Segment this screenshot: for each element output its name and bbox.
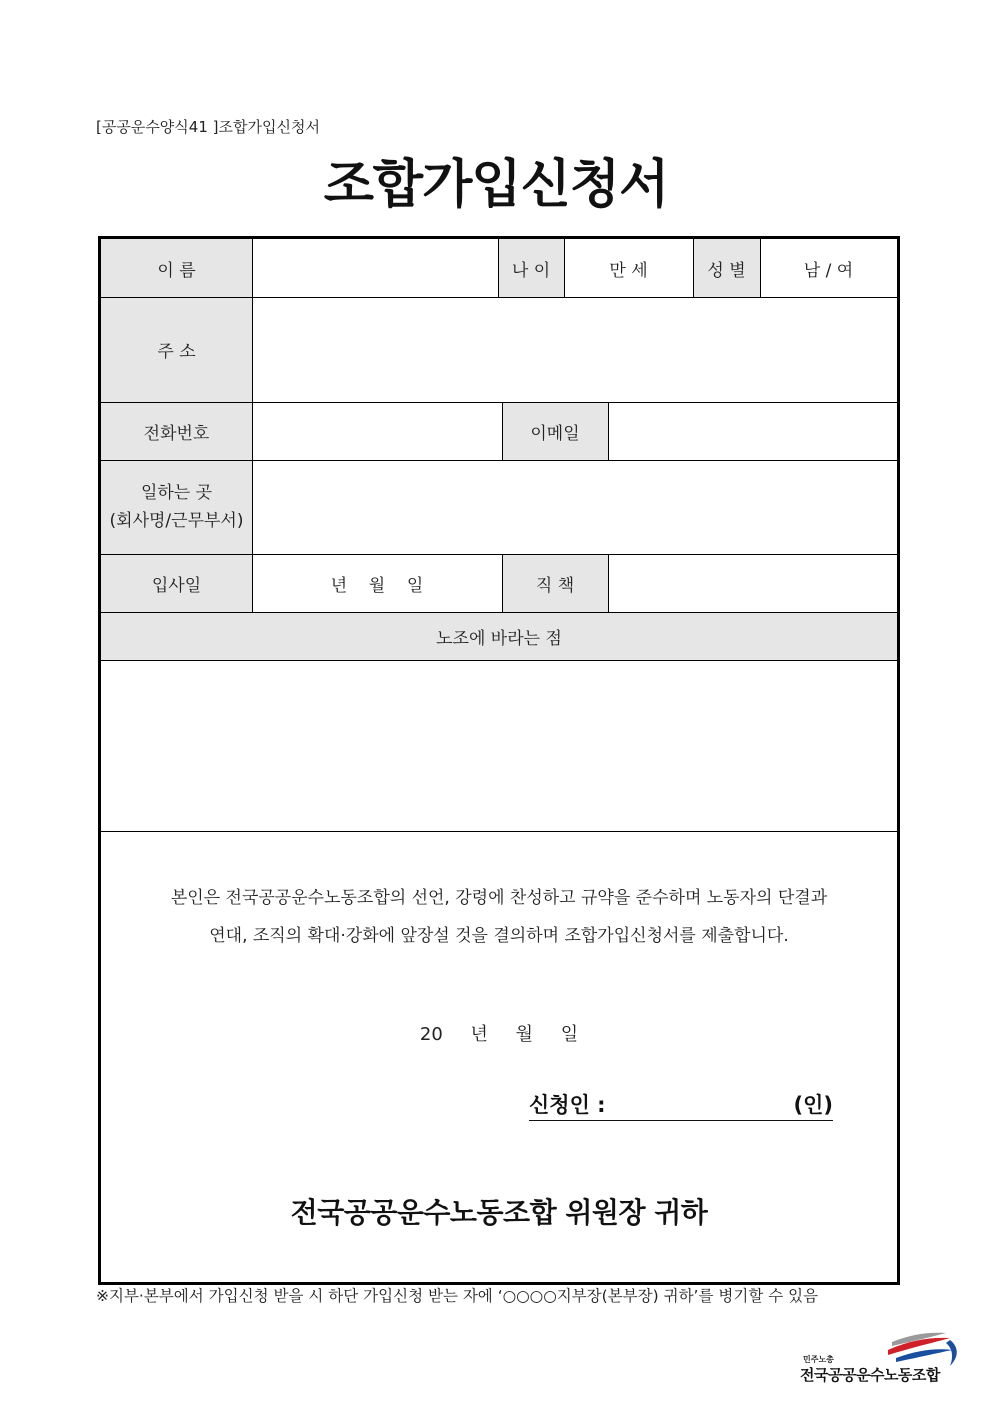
grid-line — [502, 402, 503, 460]
gender-label: 성 별 — [693, 239, 760, 297]
join-date-field[interactable]: 년 월 일 — [330, 575, 424, 596]
addressee: 전국공공운수노동조합 위원장 귀하 — [290, 1196, 708, 1229]
union-logo — [800, 1328, 970, 1388]
email-label: 이메일 — [502, 402, 608, 460]
wishes-field[interactable] — [101, 660, 897, 831]
name-label: 이 름 — [101, 239, 252, 297]
grid-line — [101, 660, 897, 661]
footnote: ※지부·본부에서 가입신청 받을 시 하단 가입신청 받는 자에 ‘○○○○지부장(본부장) 귀하’를 병기할 수 있음 — [96, 1287, 819, 1305]
address-field[interactable] — [252, 297, 897, 402]
grid-line — [502, 554, 503, 612]
application-date[interactable]: 20 년 월 일 — [419, 1024, 579, 1045]
logo-name: 전국공공운수노동조합 — [800, 1366, 940, 1384]
grid-line — [564, 239, 565, 297]
wishes-label: 노조에 바라는 점 — [101, 612, 897, 660]
email-field[interactable] — [608, 402, 897, 460]
grid-line — [608, 554, 609, 612]
age-label: 나 이 — [498, 239, 564, 297]
position-field[interactable] — [608, 554, 897, 612]
gender-field[interactable]: 남 / 여 — [803, 260, 854, 281]
grid-line — [101, 402, 897, 403]
grid-line — [101, 831, 897, 832]
declaration-line-2: 연대, 조직의 확대·강화에 앞장설 것을 결의하며 조합가입신청서를 제출합니다. — [209, 926, 789, 946]
form-code: [공공운수양식41 ]조합가입신청서 — [96, 118, 320, 136]
address-label: 주 소 — [101, 297, 252, 402]
workplace-field[interactable] — [252, 460, 897, 554]
applicant-signature-line[interactable] — [529, 1089, 833, 1121]
name-field[interactable] — [252, 239, 498, 297]
phone-label: 전화번호 — [101, 402, 252, 460]
workplace-label-line1: 일하는 곳 — [140, 483, 213, 503]
grid-line — [760, 239, 761, 297]
document-title: 조합가입신청서 — [323, 155, 669, 215]
applicant-label: 신청인 : — [529, 1093, 606, 1117]
seal-mark: (인) — [793, 1093, 833, 1117]
declaration-text — [101, 879, 897, 955]
grid-line — [498, 239, 499, 297]
workplace-label-line2: (회사명/근무부서) — [109, 511, 244, 531]
position-label: 직 책 — [502, 554, 608, 612]
age-field[interactable]: 만 세 — [609, 260, 648, 281]
grid-line — [101, 460, 897, 461]
grid-line — [252, 239, 253, 612]
logo-small-text: 민주노총 — [803, 1355, 834, 1364]
grid-line — [101, 554, 897, 555]
grid-line — [101, 297, 897, 298]
phone-field[interactable] — [252, 402, 502, 460]
declaration-line-1: 본인은 전국공공운수노동조합의 선언, 강령에 찬성하고 규약을 준수하며 노동자의 단결과 — [170, 888, 828, 908]
application-form — [98, 236, 900, 1285]
join-date-label: 입사일 — [101, 554, 252, 612]
grid-line — [101, 612, 897, 613]
grid-line — [693, 239, 694, 297]
workplace-label — [101, 460, 252, 554]
grid-line — [608, 402, 609, 460]
